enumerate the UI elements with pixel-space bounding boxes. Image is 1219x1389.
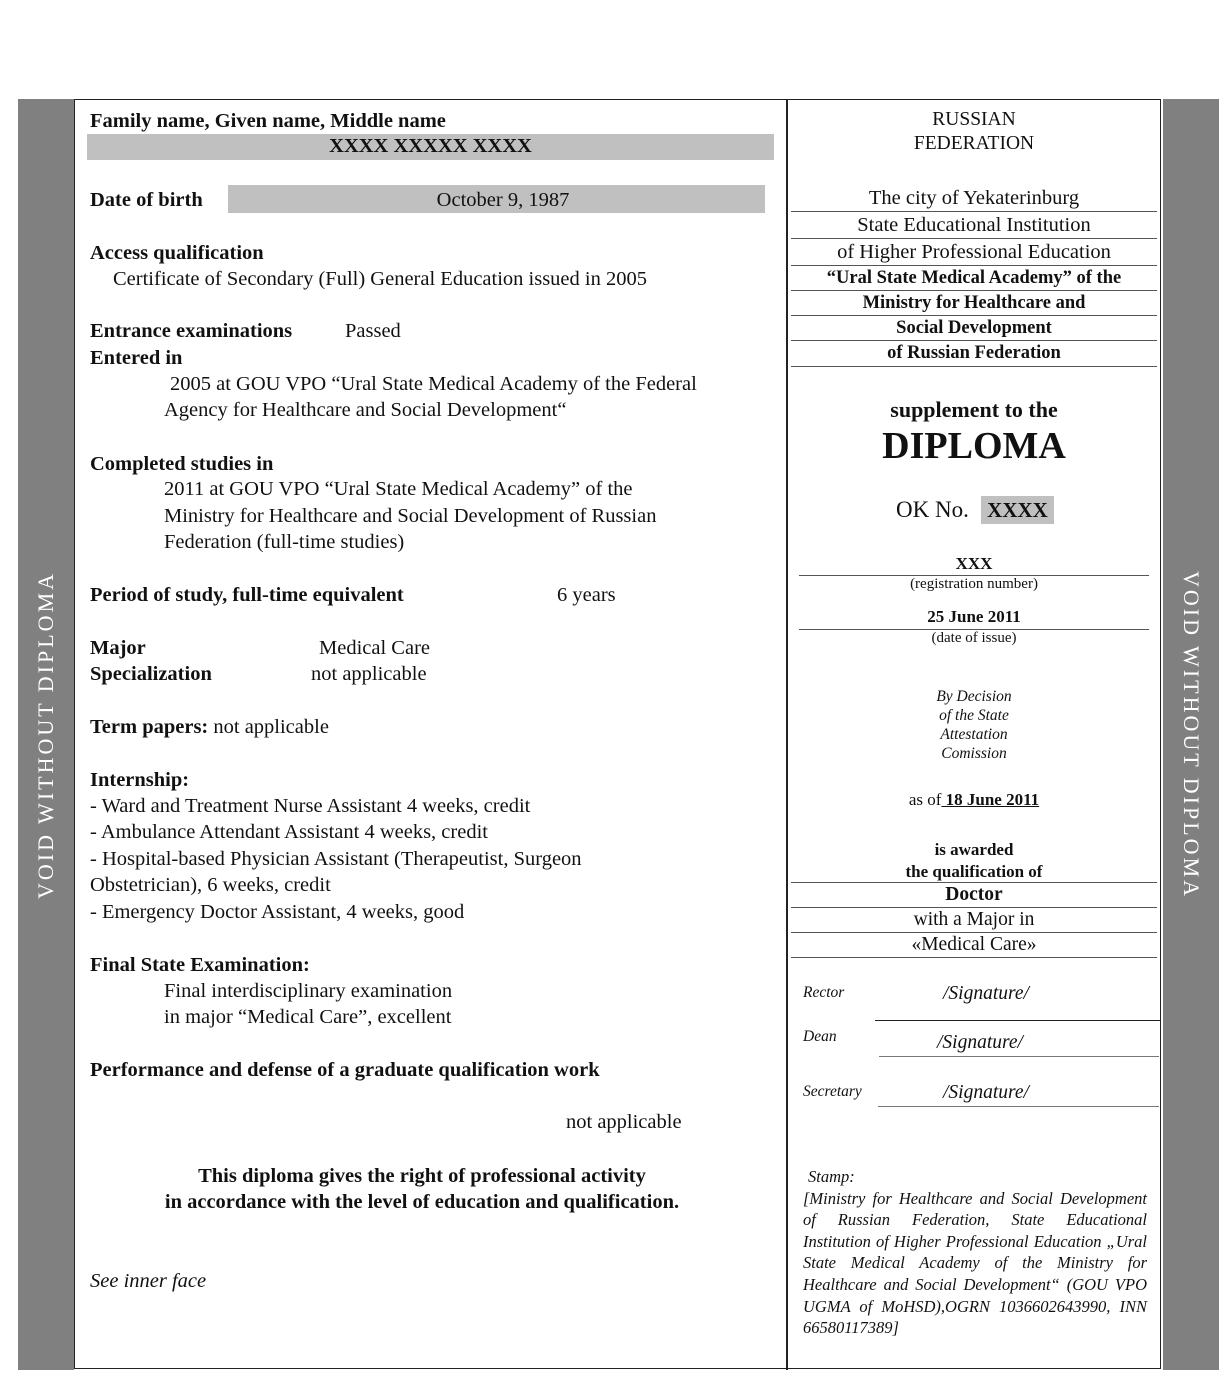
- decision-line: Attestation: [940, 726, 1008, 743]
- column-divider: [786, 99, 788, 1370]
- completed-line-3: Federation (full-time studies): [164, 531, 405, 553]
- name-value: XXXX XXXXX XXXX: [329, 135, 532, 157]
- entrance-label: Entrance examinations: [90, 320, 293, 342]
- access-label: Access qualification: [90, 242, 264, 264]
- dean-label: Dean: [803, 1028, 837, 1045]
- completed-label: Completed studies in: [90, 453, 274, 475]
- specialization-value: not applicable: [311, 663, 427, 685]
- major-line-1: with a Major in: [913, 909, 1035, 930]
- internship-item: - Hospital-based Physician Assistant (Therapeutist, Surgeon: [90, 848, 582, 870]
- specialization-label: Specialization: [90, 663, 212, 685]
- performance-label: Performance and defense of a graduate qualification work: [90, 1059, 600, 1081]
- rule: [791, 340, 1157, 341]
- major-line-2: «Medical Care»: [911, 934, 1037, 955]
- stamp-label: Stamp:: [808, 1167, 855, 1186]
- dob-label: Date of birth: [90, 189, 203, 211]
- dob-value: October 9, 1987: [436, 189, 570, 211]
- ok-value: XXXX: [987, 498, 1048, 522]
- rector-signature-line: [875, 1020, 1161, 1021]
- void-band-right: [1163, 99, 1219, 1370]
- diploma-title: DIPLOMA: [882, 425, 1066, 467]
- institution-line: The city of Yekaterinburg: [868, 187, 1080, 209]
- rule: [791, 366, 1157, 367]
- rector-signature: /Signature/: [943, 983, 1029, 1004]
- issue-date: 25 June 2011: [927, 607, 1021, 626]
- decision-line: of the State: [939, 707, 1009, 724]
- as-of-date: 18 June 2011: [941, 790, 1040, 809]
- registration-number: XXX: [955, 554, 993, 573]
- institution-line: State Educational Institution: [857, 214, 1091, 236]
- rule: [791, 238, 1157, 239]
- term-papers-value: not applicable: [213, 716, 329, 738]
- dean-signature-line: [879, 1056, 1159, 1057]
- supplement-label: supplement to the: [890, 397, 1058, 422]
- final-exam-label: Final State Examination:: [90, 954, 310, 976]
- internship-item: - Ambulance Attendant Assistant 4 weeks, credit: [90, 821, 488, 843]
- dean-signature: /Signature/: [937, 1032, 1023, 1053]
- final-exam-line-2: in major “Medical Care”, excellent: [164, 1006, 452, 1028]
- entered-line-1: 2005 at GOU VPO “Ural State Medical Academy of the Federal: [170, 373, 697, 395]
- institution-bold-line: Ministry for Healthcare and: [862, 293, 1086, 313]
- rector-label: Rector: [803, 984, 845, 1001]
- rule: [791, 315, 1157, 316]
- registration-caption: (registration number): [910, 576, 1038, 592]
- completed-line-1: 2011 at GOU VPO “Ural State Medical Academy” of the: [164, 478, 633, 500]
- rule: [791, 265, 1157, 266]
- rights-line-2: in accordance with the level of education and qualification.: [164, 1191, 680, 1213]
- major-value: Medical Care: [319, 637, 430, 659]
- institution-line: of Higher Professional Education: [837, 241, 1111, 263]
- final-exam-line-1: Final interdisciplinary examination: [164, 980, 453, 1002]
- period-value: 6 years: [557, 584, 616, 606]
- decision-line: By Decision: [936, 688, 1012, 705]
- void-band-left-text: VOID WITHOUT DIPLOMA: [33, 570, 58, 899]
- ok-label: OK No.: [896, 497, 969, 522]
- access-value: Certificate of Secondary (Full) General Education issued in 2005: [113, 268, 647, 290]
- name-label: Family name, Given name, Middle name: [90, 110, 446, 132]
- institution-bold-line: of Russian Federation: [887, 343, 1061, 363]
- see-inner-face: See inner face: [90, 1270, 207, 1292]
- secretary-label: Secretary: [803, 1083, 862, 1100]
- void-band-left: [18, 99, 74, 1370]
- rule: [791, 957, 1157, 958]
- completed-line-2: Ministry for Healthcare and Social Development of Russian: [164, 505, 657, 527]
- awarded-line-2: the qualification of: [905, 862, 1043, 881]
- entered-line-2: Agency for Healthcare and Social Development“: [164, 399, 567, 421]
- entered-label: Entered in: [90, 347, 183, 369]
- secretary-signature-line: [878, 1106, 1159, 1107]
- country-line-1: RUSSIAN: [932, 109, 1016, 130]
- secretary-signature: /Signature/: [943, 1082, 1029, 1103]
- country-line-2: FEDERATION: [913, 133, 1035, 154]
- internship-label: Internship:: [90, 769, 190, 791]
- as-of: [791, 790, 1157, 810]
- issue-caption: (date of issue): [931, 630, 1017, 646]
- term-papers-label: Term papers:: [90, 716, 209, 738]
- institution-bold-line: Social Development: [896, 318, 1052, 338]
- internship-item: - Ward and Treatment Nurse Assistant 4 weeks, credit: [90, 795, 531, 817]
- qualification-value: Doctor: [945, 884, 1003, 905]
- decision-line: Comission: [941, 745, 1007, 762]
- internship-item: Obstetrician), 6 weeks, credit: [90, 874, 331, 896]
- performance-value: not applicable: [566, 1111, 682, 1133]
- period-label: Period of study, full-time equivalent: [90, 584, 404, 606]
- as-of-label: as of: [908, 790, 942, 809]
- awarded-line-1: is awarded: [934, 840, 1014, 859]
- internship-item: - Emergency Doctor Assistant, 4 weeks, good: [90, 901, 465, 923]
- entrance-value: Passed: [345, 320, 401, 342]
- rights-line-1: This diploma gives the right of professional activity: [198, 1165, 646, 1187]
- void-band-right-text: VOID WITHOUT DIPLOMA: [1179, 570, 1204, 899]
- stamp-block: [803, 1166, 1147, 1339]
- term-papers: [90, 715, 329, 740]
- rule: [791, 211, 1157, 212]
- stamp-text: [Ministry for Healthcare and Social Development of Russian Federation, State Educational Institution of Higher Professional Education „Ural State Medical Academy of the Ministry for Healthcare and Social Development“ (GOU VPO UGMA of MoHSD),OGRN 1036602643990, INN 66580117389]: [803, 1188, 1147, 1338]
- institution-bold-line: “Ural State Medical Academy” of the: [826, 268, 1122, 288]
- rule: [791, 290, 1157, 291]
- major-label: Major: [90, 637, 146, 659]
